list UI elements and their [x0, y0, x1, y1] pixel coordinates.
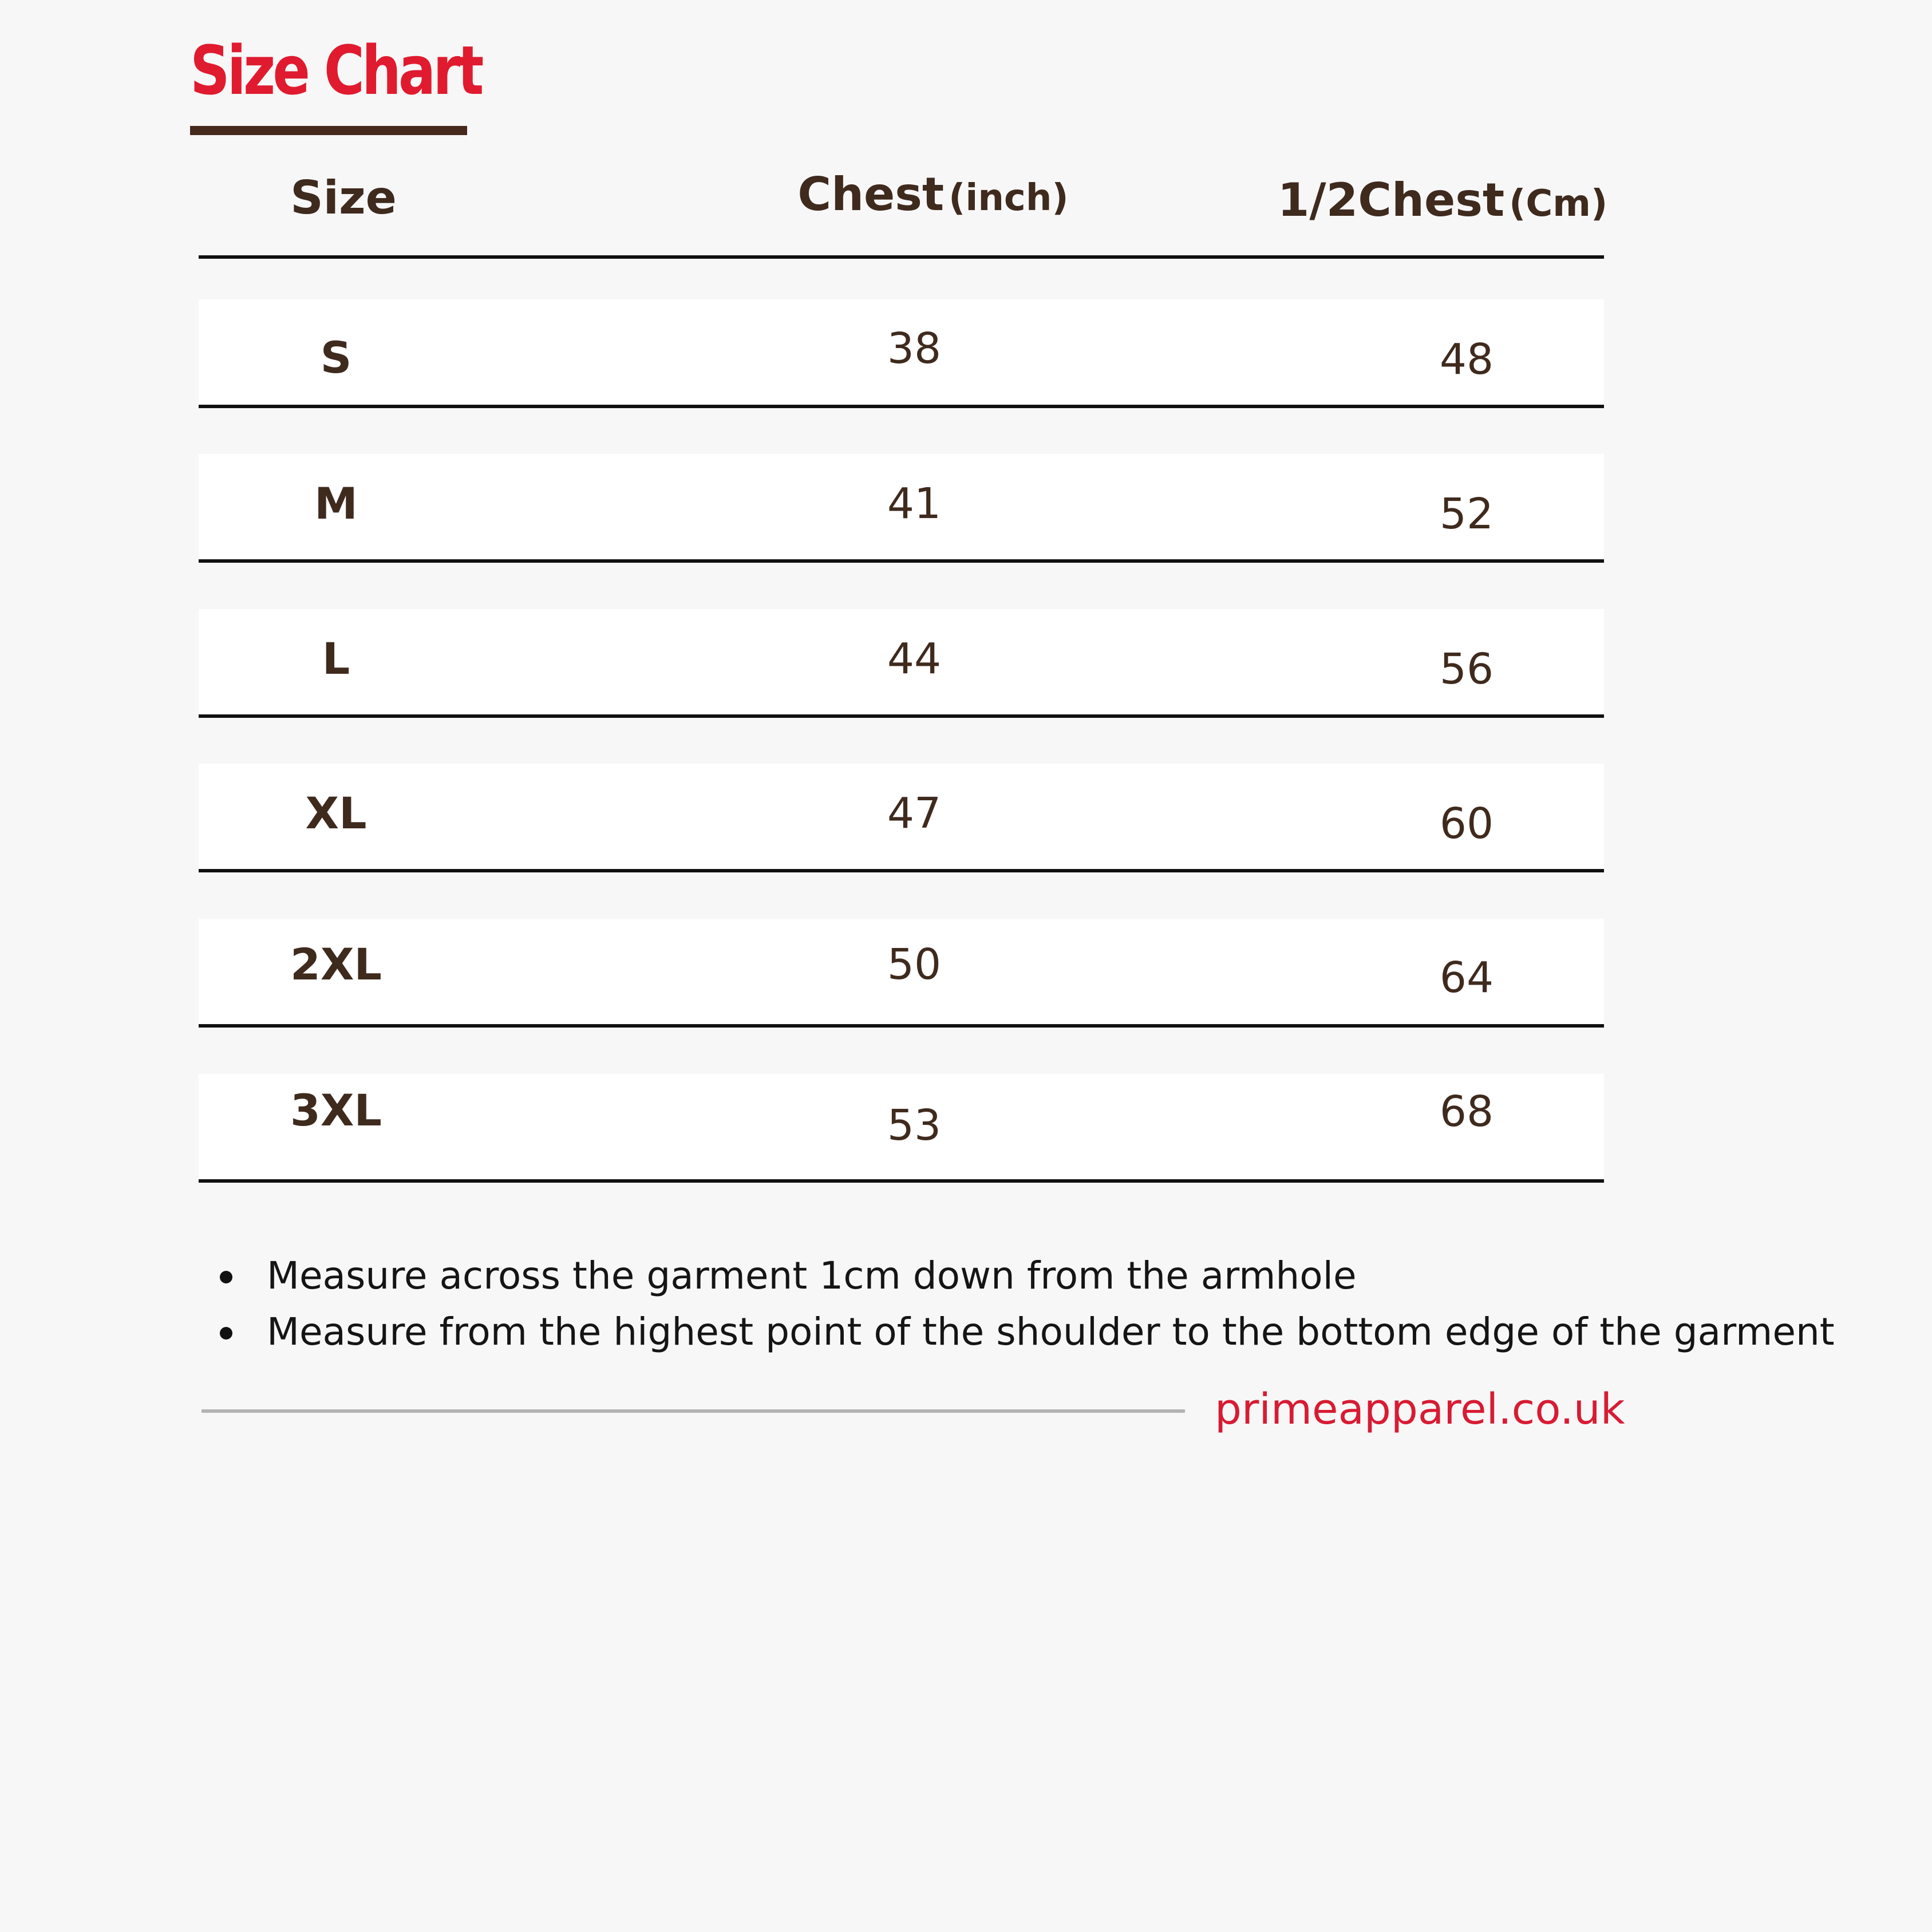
half-chest-cell: 64 [1439, 953, 1494, 1002]
column-header-half-chest-unit: (Cm) [1509, 183, 1608, 225]
table-row [199, 764, 1604, 872]
note-item: Measure across the garment 1cm down from the armhole [212, 1248, 1835, 1304]
chest-cell: 44 [887, 634, 942, 683]
table-row [199, 609, 1604, 718]
size-cell: S [320, 332, 352, 383]
chest-cell: 41 [887, 479, 942, 528]
column-header-chest [767, 166, 1099, 227]
size-cell: M [314, 478, 358, 529]
size-cell: 2XL [290, 939, 382, 990]
half-chest-cell: 48 [1439, 335, 1494, 384]
chest-cell: 47 [887, 789, 942, 838]
half-chest-cell: 68 [1439, 1087, 1494, 1136]
column-header-chest-label: Chest [797, 168, 945, 221]
chest-cell: 50 [887, 940, 942, 989]
website-label: primeapparel.co.uk [1215, 1385, 1625, 1434]
column-header-size-label: Size [290, 171, 397, 224]
size-cell: 3XL [290, 1085, 382, 1136]
chest-cell: 53 [887, 1101, 942, 1150]
column-header-size [263, 169, 424, 227]
size-cell: L [322, 633, 350, 684]
column-header-half-chest [1271, 172, 1614, 232]
title-underline [190, 126, 467, 135]
header-divider [199, 255, 1604, 259]
chest-cell: 38 [887, 324, 942, 373]
half-chest-cell: 60 [1439, 799, 1494, 848]
measurement-notes [212, 1248, 1835, 1360]
page-title: Size Chart [190, 31, 481, 110]
note-item: Measure from the highest point of the shoulder to the bottom edge of the garment [212, 1304, 1835, 1360]
column-header-chest-unit: (inch) [949, 177, 1069, 219]
half-chest-cell: 56 [1439, 645, 1494, 694]
table-row [199, 299, 1604, 408]
footer-divider [202, 1409, 1185, 1413]
table-row [199, 919, 1604, 1028]
size-cell: XL [305, 788, 367, 839]
half-chest-cell: 52 [1439, 489, 1494, 539]
table-row [199, 454, 1604, 563]
column-header-half-chest-label: 1/2Chest [1277, 173, 1505, 227]
table-row [199, 1074, 1604, 1183]
